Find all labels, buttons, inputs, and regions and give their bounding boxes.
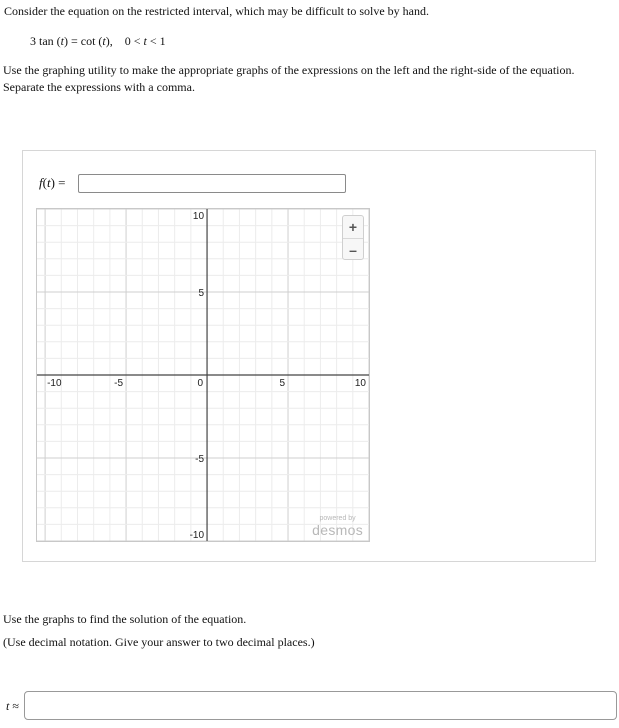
fx-label-open: ( xyxy=(42,175,47,190)
zoom-controls xyxy=(342,215,364,260)
desmos-powered-by: powered by xyxy=(319,515,356,522)
equation-rhs-close: ), xyxy=(105,34,113,48)
y-tick-label: -10 xyxy=(189,530,205,541)
y-tick-label: -5 xyxy=(195,454,205,465)
equation-mid: ) = cot ( xyxy=(64,34,103,48)
equation-lhs: 3 tan ( xyxy=(30,34,61,48)
zoom-in-button[interactable]: + xyxy=(343,216,363,239)
answer-label xyxy=(6,699,19,714)
decimal-note: (Use decimal notation. Give your answer to two decimal places.) xyxy=(3,635,315,649)
x-tick-label: 5 xyxy=(279,378,286,389)
interval-var: t xyxy=(143,34,147,48)
fx-expression-input[interactable] xyxy=(78,174,346,193)
fx-label-t: t xyxy=(46,175,51,190)
zoom-out-button[interactable]: – xyxy=(349,242,357,258)
interval-pre: 0 < xyxy=(124,34,141,48)
fx-label-f: f xyxy=(39,175,43,190)
t-answer-input[interactable] xyxy=(24,691,617,720)
x-tick-label: -5 xyxy=(114,378,124,389)
x-tick-label: -10 xyxy=(47,378,62,389)
desmos-branding xyxy=(312,515,363,537)
graph-canvas[interactable] xyxy=(36,208,370,542)
approx-symbol: ≈ xyxy=(12,699,19,713)
equation-var-2: t xyxy=(102,34,106,48)
x-tick-label: 0 xyxy=(197,378,204,389)
graph-instruction: Use the graphing utility to make the appropriate graphs of the expressions on the left and the right-side of the equation. Separate the expressions with a comma. xyxy=(3,63,575,94)
fx-label-close: ) = xyxy=(50,175,66,190)
y-tick-label: 5 xyxy=(198,288,205,299)
interval-post: < 1 xyxy=(149,34,166,48)
graph-svg[interactable] xyxy=(37,209,369,541)
x-tick-label: 10 xyxy=(354,378,366,389)
problem-intro: Consider the equation on the restricted interval, which may be difficult to solve by hand. xyxy=(4,4,430,18)
equation-var-1: t xyxy=(60,34,64,48)
fx-label xyxy=(39,175,66,191)
graphing-utility-panel xyxy=(22,150,596,562)
answer-label-var: t xyxy=(6,699,10,713)
desmos-logo: desmos xyxy=(312,522,363,538)
y-tick-label: 10 xyxy=(192,211,205,222)
equation xyxy=(30,33,166,50)
solve-instruction: Use the graphs to find the solution of the equation. xyxy=(3,612,247,626)
